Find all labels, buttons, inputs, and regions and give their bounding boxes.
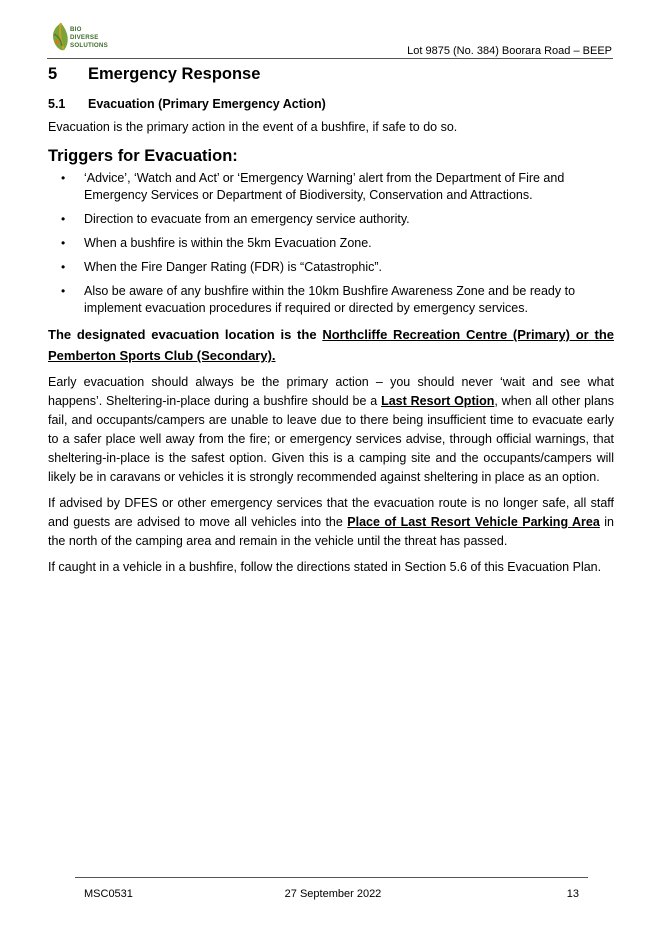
section-number: 5 bbox=[48, 65, 58, 83]
bullet-icon: • bbox=[61, 236, 66, 250]
logo-wordmark: BIO DIVERSE SOLUTIONS bbox=[70, 26, 108, 49]
document-reference: Lot 9875 (No. 384) Boorara Road – BEEP bbox=[407, 45, 612, 57]
list-item: • When the Fire Danger Rating (FDR) is “Catastrophic”. bbox=[61, 260, 383, 274]
footer-divider bbox=[75, 877, 588, 878]
bullet-icon: • bbox=[61, 212, 66, 226]
subsection-title: Evacuation (Primary Emergency Action) bbox=[88, 97, 326, 111]
last-resort-option-term: Last Resort Option bbox=[381, 394, 495, 408]
subsection-number: 5.1 bbox=[48, 97, 66, 111]
list-item: • ‘Advice’, ‘Watch and Act’ or ‘Emergency Warning’ alert from the Department of Fire and Emergency Services or Department of Biodiversity, Conservation and Attractions. bbox=[61, 171, 565, 202]
evacuation-location-name: Northcliffe Recreation Centre (Primary) or the Pemberton Sports Club (Secondary). bbox=[48, 327, 614, 363]
designated-evacuation-location: The designated evacuation location is the Northcliffe Recreation Centre (Primary) or the Pemberton Sports Club (Secondary). bbox=[48, 327, 614, 363]
header-divider bbox=[47, 58, 613, 59]
vehicle-parking-paragraph: If advised by DFES or other emergency services that the evacuation route is no longer safe, all staff and guests are advised to move all vehicles into the Place of Last Resort Vehicle Parking Area in the north of the camping area and remain in the vehicle until the threat has passed. bbox=[48, 496, 614, 548]
triggers-list bbox=[48, 170, 614, 317]
triggers-heading: Triggers for Evacuation: bbox=[48, 147, 238, 165]
list-item: • Direction to evacuate from an emergency service authority. bbox=[61, 212, 410, 226]
section-heading bbox=[48, 64, 614, 84]
company-logo bbox=[50, 22, 120, 54]
bullet-icon: • bbox=[61, 284, 66, 298]
subsection-heading bbox=[48, 96, 614, 112]
last-resort-parking-term: Place of Last Resort Vehicle Parking Area bbox=[347, 515, 600, 529]
vehicle-caught-paragraph: If caught in a vehicle in a bushfire, follow the directions stated in Section 5.6 of this Evacuation Plan. bbox=[48, 560, 602, 574]
bullet-icon: • bbox=[61, 260, 66, 274]
intro-paragraph: Evacuation is the primary action in the event of a bushfire, if safe to do so. bbox=[48, 120, 458, 134]
footer-document-code: MSC0531 bbox=[84, 888, 133, 900]
early-evacuation-paragraph: Early evacuation should always be the primary action – you should never ‘wait and see what happens’. Sheltering-in-place during a bushfire should be a Last Resort Option, when all other plans fail, and occupants/campers are unable to leave due to there being insufficient time to evacuate early to a safer place well away from the fire; or emergency services advise, through official warnings, that sheltering-in-place is the safest option. Given this is a camping site and the occupants/campers will likely be in caravans or vehicles it is strongly recommended against sheltering in place as an option. bbox=[48, 375, 614, 484]
list-item: • When a bushfire is within the 5km Evacuation Zone. bbox=[61, 236, 372, 250]
bullet-icon: • bbox=[61, 171, 66, 185]
section-title: Emergency Response bbox=[88, 65, 261, 83]
leaf-logo-icon bbox=[50, 22, 72, 52]
footer-date: 27 September 2022 bbox=[284, 888, 382, 900]
list-item: • Also be aware of any bushfire within the 10km Bushfire Awareness Zone and be ready to implement evacuation procedures if required or directed by emergency services. bbox=[61, 284, 576, 315]
footer-page-number: 13 bbox=[566, 888, 579, 900]
main-content bbox=[48, 64, 614, 577]
